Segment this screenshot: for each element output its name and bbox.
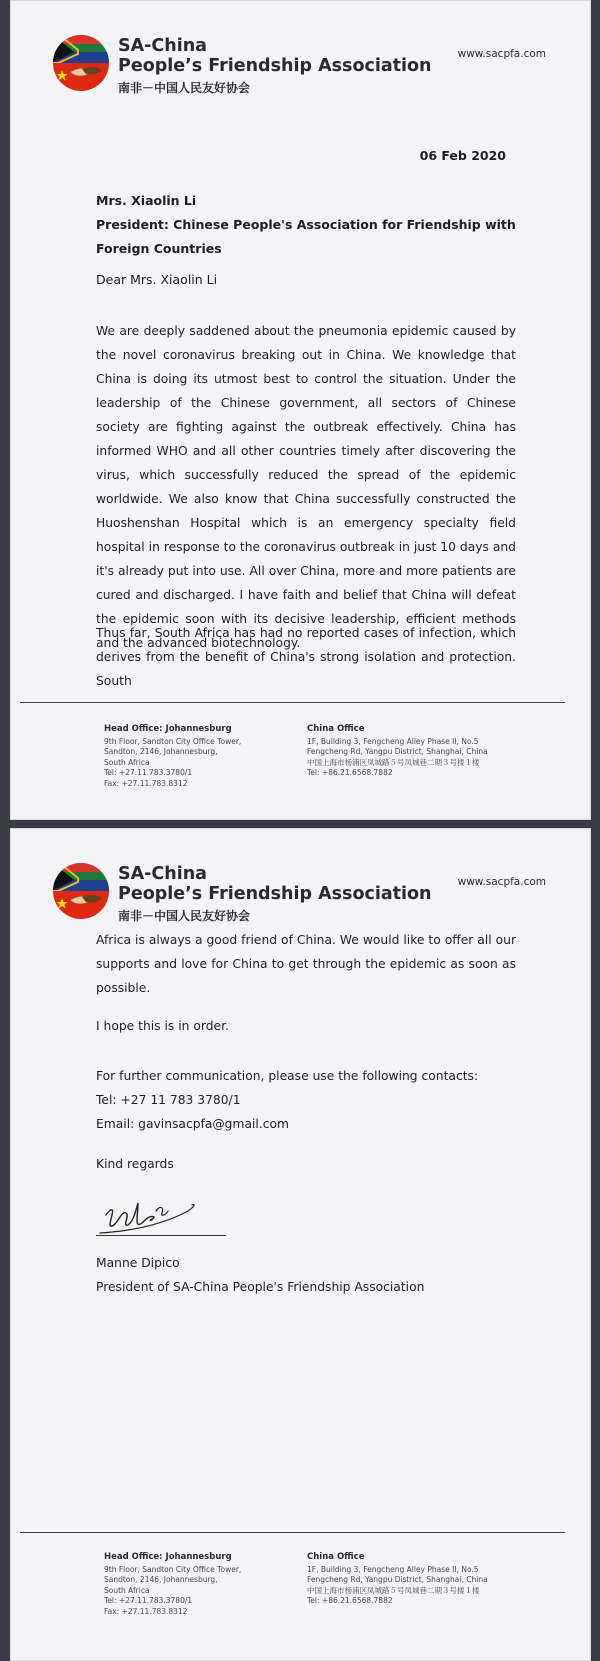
handwritten-signature [92,1185,232,1245]
contact-tel: Tel: +27 11 783 3780/1 [96,1093,241,1107]
org-name-chinese: 南非－中国人民友好协会 [118,81,251,95]
body-paragraph-2-continued: Africa is always a good friend of China. We would like to offer all our supports and love for China to get through the epidemic as soon as possible. [96,933,516,995]
china-office-heading: China Office [307,724,365,734]
org-name-line1: SA-China [118,36,207,56]
letter-date: 06 Feb 2020 [419,148,506,163]
china-office-line: 1F, Building 3, Fengcheng Alley Phase II, No.5 [307,1564,479,1574]
head-office-heading: Head Office: Johannesburg [104,1552,232,1562]
closing-line: I hope this is in order. [96,1019,229,1033]
contact-intro: For further communication, please use the following contacts: [96,1069,479,1083]
china-office-address [307,1552,507,1607]
footer-divider [20,702,565,703]
china-office-tel: Tel: +86.21.6568.7882 [307,768,393,777]
letter-page-1 [10,0,591,820]
signer-name: Manne Dipico [96,1256,180,1270]
website-link[interactable]: www.sacpfa.com [457,876,546,888]
china-office-heading: China Office [307,1552,365,1562]
head-office-fax: Fax: +27.11.783.8312 [104,778,188,788]
association-logo [52,34,110,92]
recipient-name: Mrs. Xiaolin Li [96,193,197,208]
body-paragraph-2-start: Thus far, South Africa has had no reported cases of infection, which derives from the benefit of China's strong isolation and protection. South [96,626,516,688]
head-office-fax: Fax: +27.11.783.8312 [104,1606,188,1616]
head-office-line: Sandton, 2146, Johannesburg, [104,747,218,756]
letter-page-2 [10,828,591,1661]
head-office-line: South Africa [104,1585,150,1595]
salutation: Dear Mrs. Xiaolin Li [96,272,218,287]
china-office-line: 中国上海市杨浦区凤城路５号凤城巷二期３号楼１楼 [307,1585,480,1595]
sign-off: Kind regards [96,1157,174,1171]
body-paragraph-1: We are deeply saddened about the pneumonia epidemic caused by the novel coronavirus breaking out in China. We knowledge that China is doing its utmost best to control the situation. Under the leadership of the Chinese government, all sectors of Chinese society are fighting against the outbreak effectively. China has informed WHO and all other countries timely after discovering the virus, which successfully reduced the spread of the epidemic worldwide. We also know that China successfully constructed the Huoshenshan Hospital which is an emergency specialty field hospital in response to the coronavirus outbreak in just 10 days and it's already put into use. All over China, more and more patients are cured and discharged. I have faith and belief that China will defeat the epidemic soon with its decisive leadership, efficient methods and the advanced biotechnology. [96,324,516,650]
org-name-line2: People’s Friendship Association [118,884,432,904]
org-name-chinese: 南非－中国人民友好协会 [118,909,251,923]
association-logo [52,862,110,920]
china-office-line: Fengcheng Rd, Yangpu District, Shanghai, China [307,747,488,756]
signature-line [96,1235,226,1236]
head-office-line: South Africa [104,757,150,767]
china-office-line: 1F, Building 3, Fengcheng Alley Phase II, No.5 [307,736,479,746]
recipient-block [96,189,516,261]
org-name-line2: People’s Friendship Association [118,56,432,76]
recipient-title: President: Chinese People's Association for Friendship with Foreign Countries [96,217,516,256]
china-office-line: Fengcheng Rd, Yangpu District, Shanghai, China [307,1575,488,1584]
china-office-line: 中国上海市杨浦区凤城路５号凤城巷二期３号楼１楼 [307,757,480,767]
contact-block [96,1064,516,1136]
china-office-address [307,724,507,779]
head-office-line: 9th Floor, Sandton City Office Tower, [104,1564,242,1574]
footer-divider [20,1532,565,1533]
org-name-line1: SA-China [118,864,207,884]
head-office-heading: Head Office: Johannesburg [104,724,232,734]
signer-title: President of SA-China People's Friendship Association [96,1280,425,1294]
org-name [118,864,432,904]
head-office-line: 9th Floor, Sandton City Office Tower, [104,736,242,746]
org-name [118,36,432,76]
china-office-tel: Tel: +86.21.6568.7882 [307,1596,393,1605]
contact-email[interactable]: Email: gavinsacpfa@gmail.com [96,1117,289,1131]
head-office-address [104,1552,304,1617]
head-office-tel: Tel: +27.11.783.3780/1 [104,1596,193,1605]
website-link[interactable]: www.sacpfa.com [457,48,546,60]
head-office-tel: Tel: +27.11.783.3780/1 [104,768,193,777]
head-office-line: Sandton, 2146, Johannesburg, [104,1575,218,1584]
head-office-address [104,724,304,789]
